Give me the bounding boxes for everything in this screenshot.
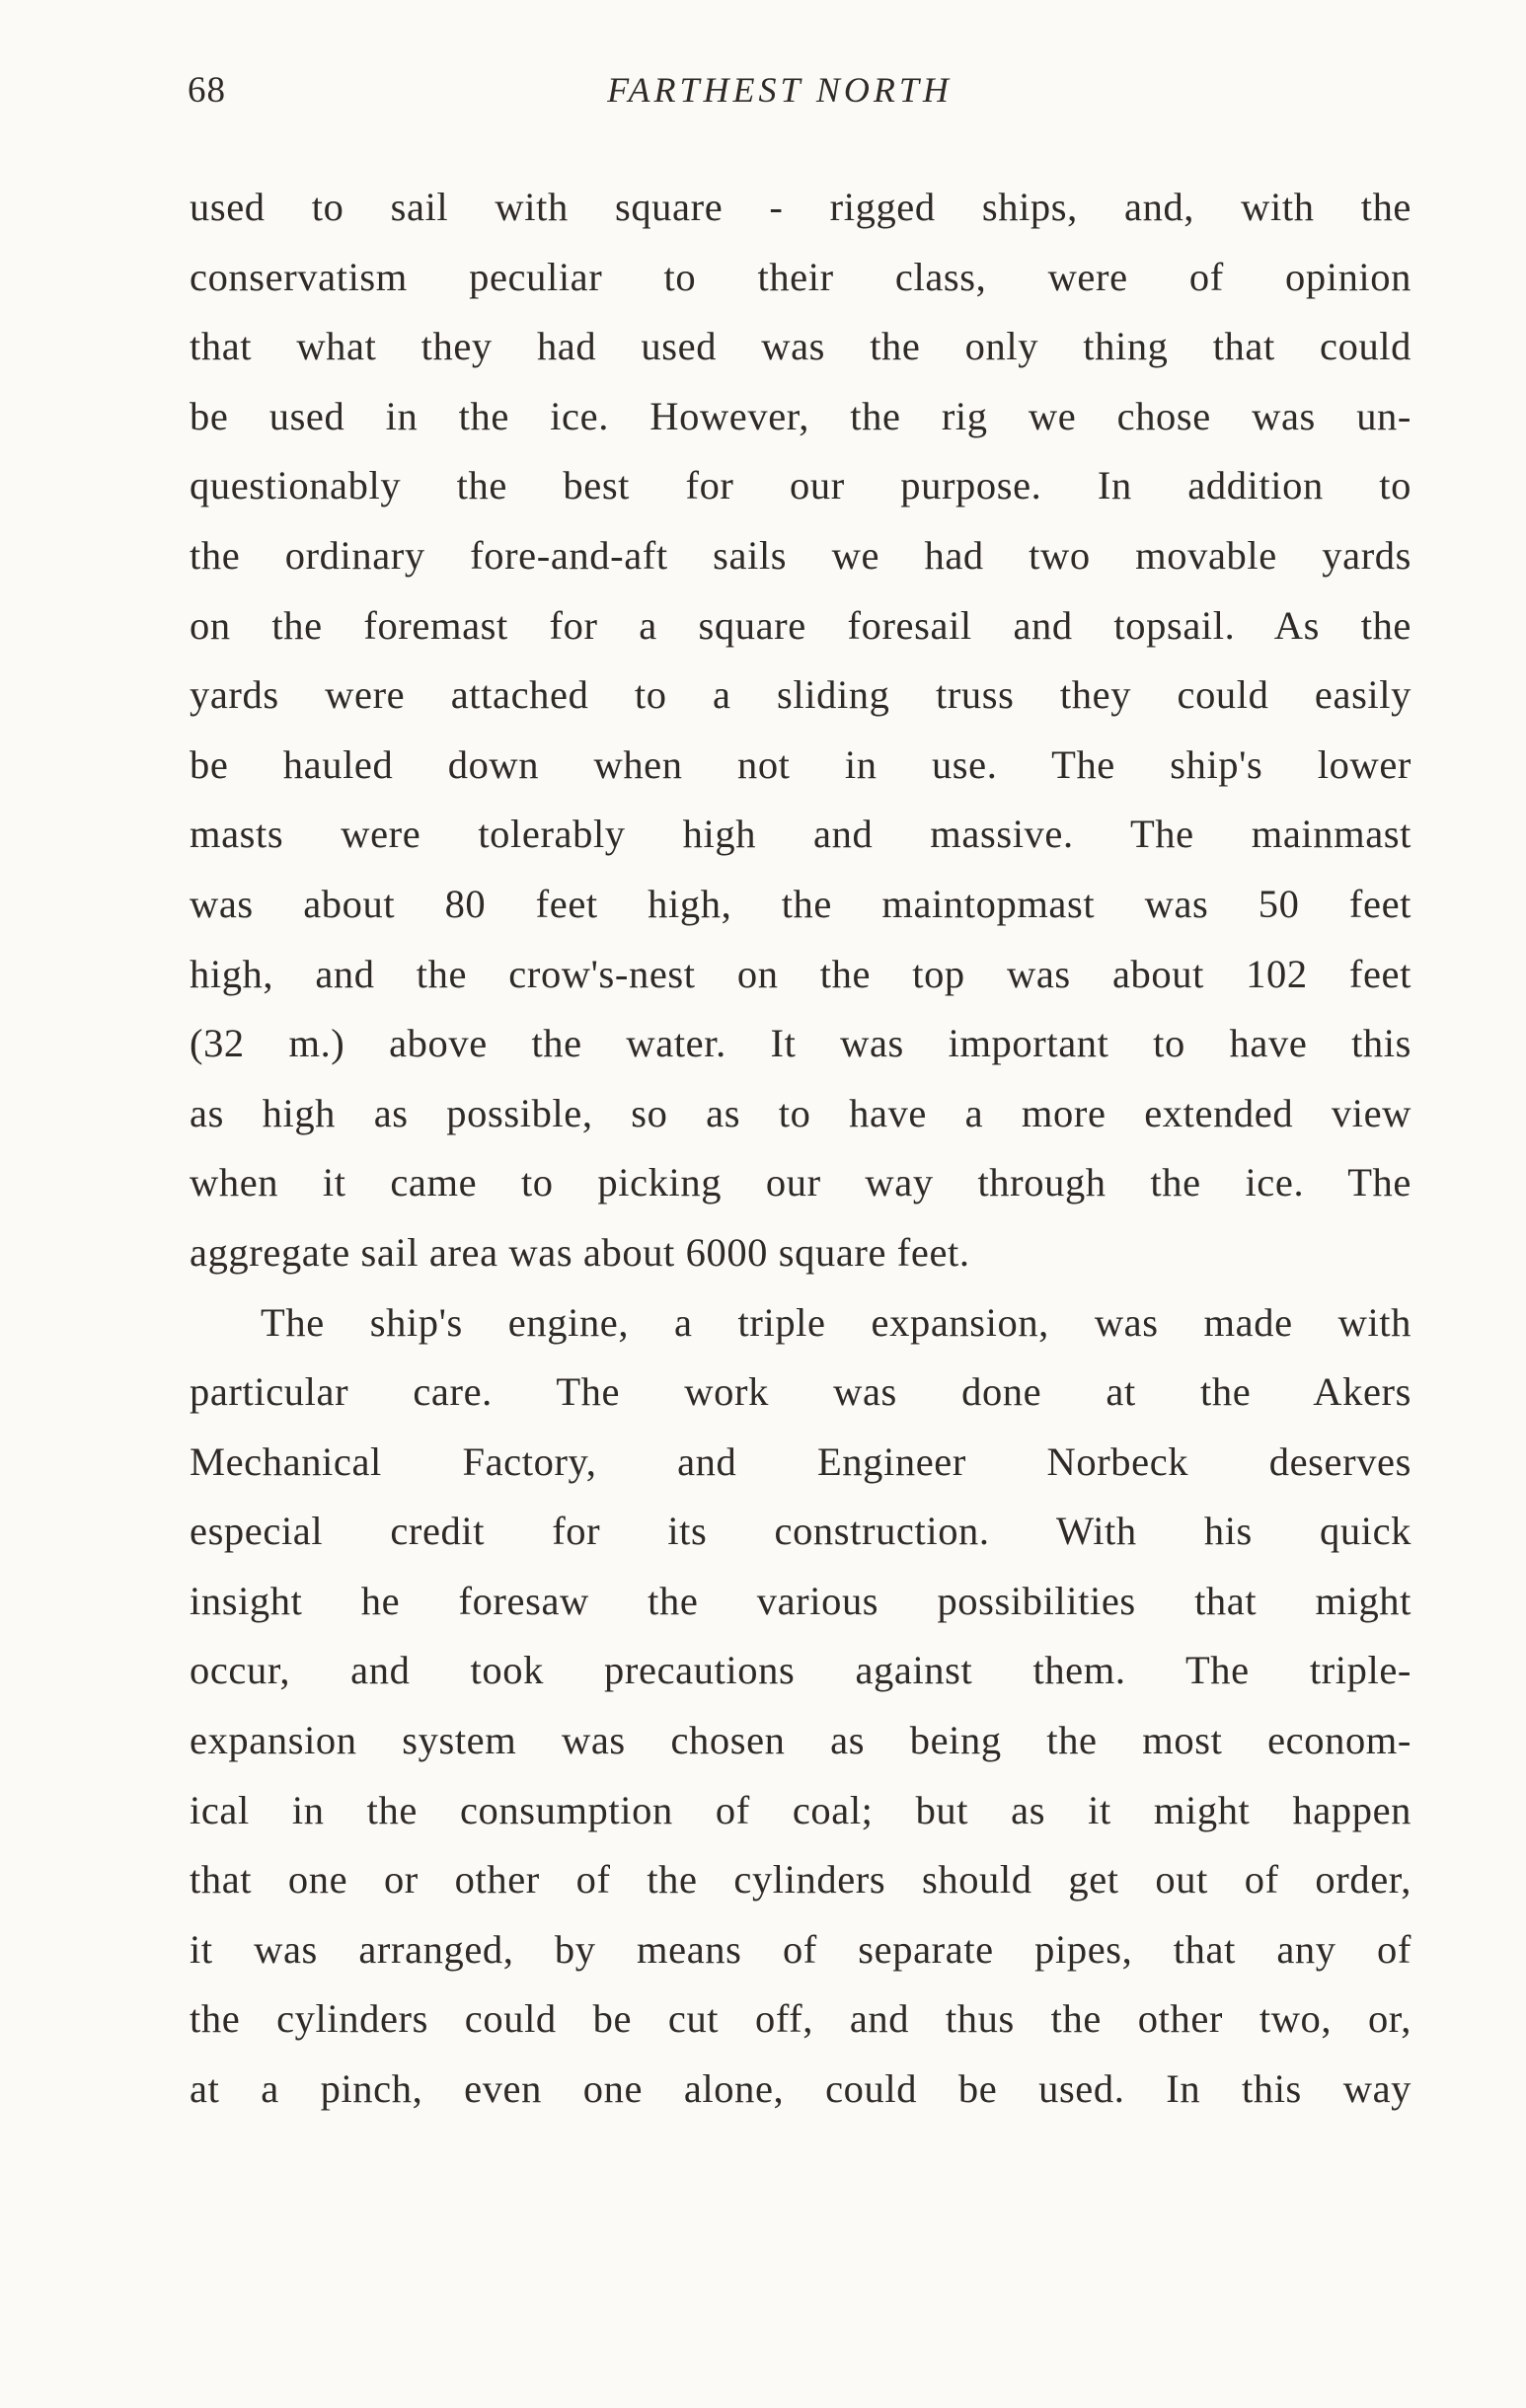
text-line: masts were tolerably high and massive. The mainmast xyxy=(190,812,1412,857)
text-line: be hauled down when not in use. The ship's lower xyxy=(190,741,1412,787)
text-line: especial credit for its construction. With his quick xyxy=(190,1509,1412,1554)
page-number: 68 xyxy=(188,70,226,111)
text-line: used to sail with square - rigged ships, and, with the xyxy=(190,185,1412,229)
text-line: it was arranged, by means of separate pipes, that any of xyxy=(190,1926,1412,1972)
page-header xyxy=(188,69,1412,128)
text-line: yards were attached to a sliding truss they could easily xyxy=(190,672,1412,718)
body-text xyxy=(190,173,1412,2125)
text-line: (32 m.) above the water. It was important to have this xyxy=(190,1021,1412,1066)
text-line: particular care. The work was done at the Akers xyxy=(190,1369,1412,1415)
text-line: as high as possible, so as to have a more extended view xyxy=(190,1090,1412,1135)
text-line: questionably the best for our purpose. In addition to xyxy=(190,463,1412,508)
running-title: FARTHEST NORTH xyxy=(607,70,953,110)
text-line: conservatism peculiar to their class, were of opinion xyxy=(190,254,1412,299)
text-line: Mechanical Factory, and Engineer Norbeck deserves xyxy=(190,1438,1412,1484)
text-line: that one or other of the cylinders should get out of order, xyxy=(190,1857,1412,1903)
text-line: the ordinary fore-and-aft sails we had two movable yards xyxy=(190,532,1412,578)
text-line: on the foremast for a square foresail and topsail. As the xyxy=(190,602,1412,648)
text-line: high, and the crow's-nest on the top was about 102 feet xyxy=(190,951,1412,996)
text-line: insight he foresaw the various possibilities that might xyxy=(190,1578,1412,1623)
paragraph-start-line: The ship's engine, a triple expansion, was made with xyxy=(261,1299,1412,1345)
text-line: occur, and took precautions against them. The triple- xyxy=(190,1648,1412,1693)
text-line: when it came to picking our way through the ice. The xyxy=(190,1160,1412,1205)
text-line: ical in the consumption of coal; but as it might happen xyxy=(190,1787,1412,1832)
text-line: that what they had used was the only thing that could xyxy=(190,324,1412,369)
text-line: at a pinch, even one alone, could be used. In this way xyxy=(190,2066,1412,2112)
paragraph-end-line: aggregate sail area was about 6000 square feet. xyxy=(190,1229,970,1275)
text-line: the cylinders could be cut off, and thus the other two, or, xyxy=(190,1996,1412,2042)
text-line: be used in the ice. However, the rig we chose was un- xyxy=(190,393,1412,438)
text-line: was about 80 feet high, the maintopmast was 50 feet xyxy=(190,881,1412,926)
text-line: expansion system was chosen as being the most econom- xyxy=(190,1718,1412,1763)
